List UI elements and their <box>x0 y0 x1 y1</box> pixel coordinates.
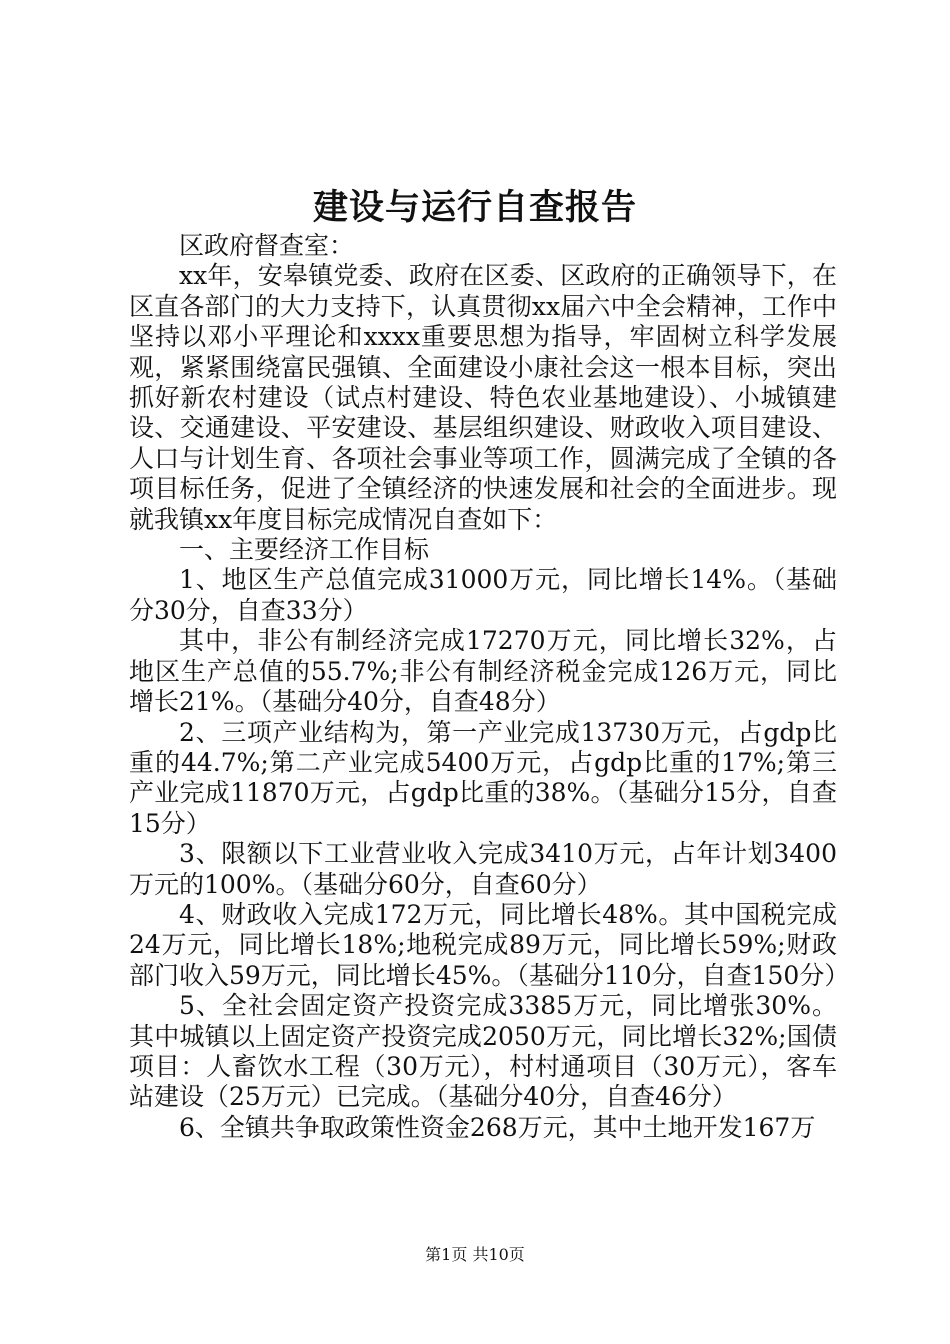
item-paragraph: 3、限额以下工业营业收入完成3410万元，占年计划3400万元的100%。（基础分60分，自查60分） <box>129 839 837 899</box>
page-footer: 第1页 共10页 <box>425 1245 525 1264</box>
item-paragraph: 其中，非公有制经济完成17270万元，同比增长32%，占地区生产总值的55.7%;非公有制经济税金完成126万元，同比增长21%。（基础分40分，自查48分） <box>129 626 837 717</box>
item-paragraph: 6、全镇共争取政策性资金268万元，其中土地开发167万 <box>179 1112 816 1142</box>
section-heading: 一、主要经济工作目标 <box>179 535 430 565</box>
item-paragraph: 4、财政收入完成172万元，同比增长48%。其中国税完成24万元，同比增长18%;地税完成89万元，同比增长59%;财政部门收入59万元，同比增长45%。（基础分110分，自查150分） <box>129 899 850 990</box>
salutation: 区政府督查室： <box>179 231 355 260</box>
document-body <box>129 231 850 1143</box>
item-paragraph: 2、三项产业结构为，第一产业完成13730万元，占gdp比重的44.7%;第二产业完成5400万元，占gdp比重的17%;第三产业完成11870万元，占gdp比重的38%。（基础分15分，自查15分） <box>129 717 837 838</box>
item-paragraph: 1、地区生产总值完成31000万元，同比增长14%。（基础分30分，自查33分） <box>129 565 837 625</box>
document-title: 建设与运行自查报告 <box>312 187 637 228</box>
item-paragraph: 5、全社会固定资产投资完成3385万元，同比增张30%。其中城镇以上固定资产投资完成2050万元，同比增长32%;国债项目：人畜饮水工程（30万元），村村通项目（30万元），客车站建设（25万元）已完成。（基础分40分，自查46分） <box>129 991 837 1112</box>
intro-paragraph: xx年，安皋镇党委、政府在区委、区政府的正确领导下，在区直各部门的大力支持下，认真贯彻xx届六中全会精神，工作中坚持以邓小平理论和xxxx重要思想为指导，牢固树立科学发展观，紧紧围绕富民强镇、全面建设小康社会这一根本目标，突出抓好新农村建设（试点村建设、特色农业基地建设）、小城镇建设、交通建设、平安建设、基层组织建设、财政收入项目建设、人口与计划生育、各项社会事业等项工作，圆满完成了全镇的各项目标任务，促进了全镇经济的快速发展和社会的全面进步。现就我镇xx年度目标完成情况自查如下： <box>129 261 837 534</box>
